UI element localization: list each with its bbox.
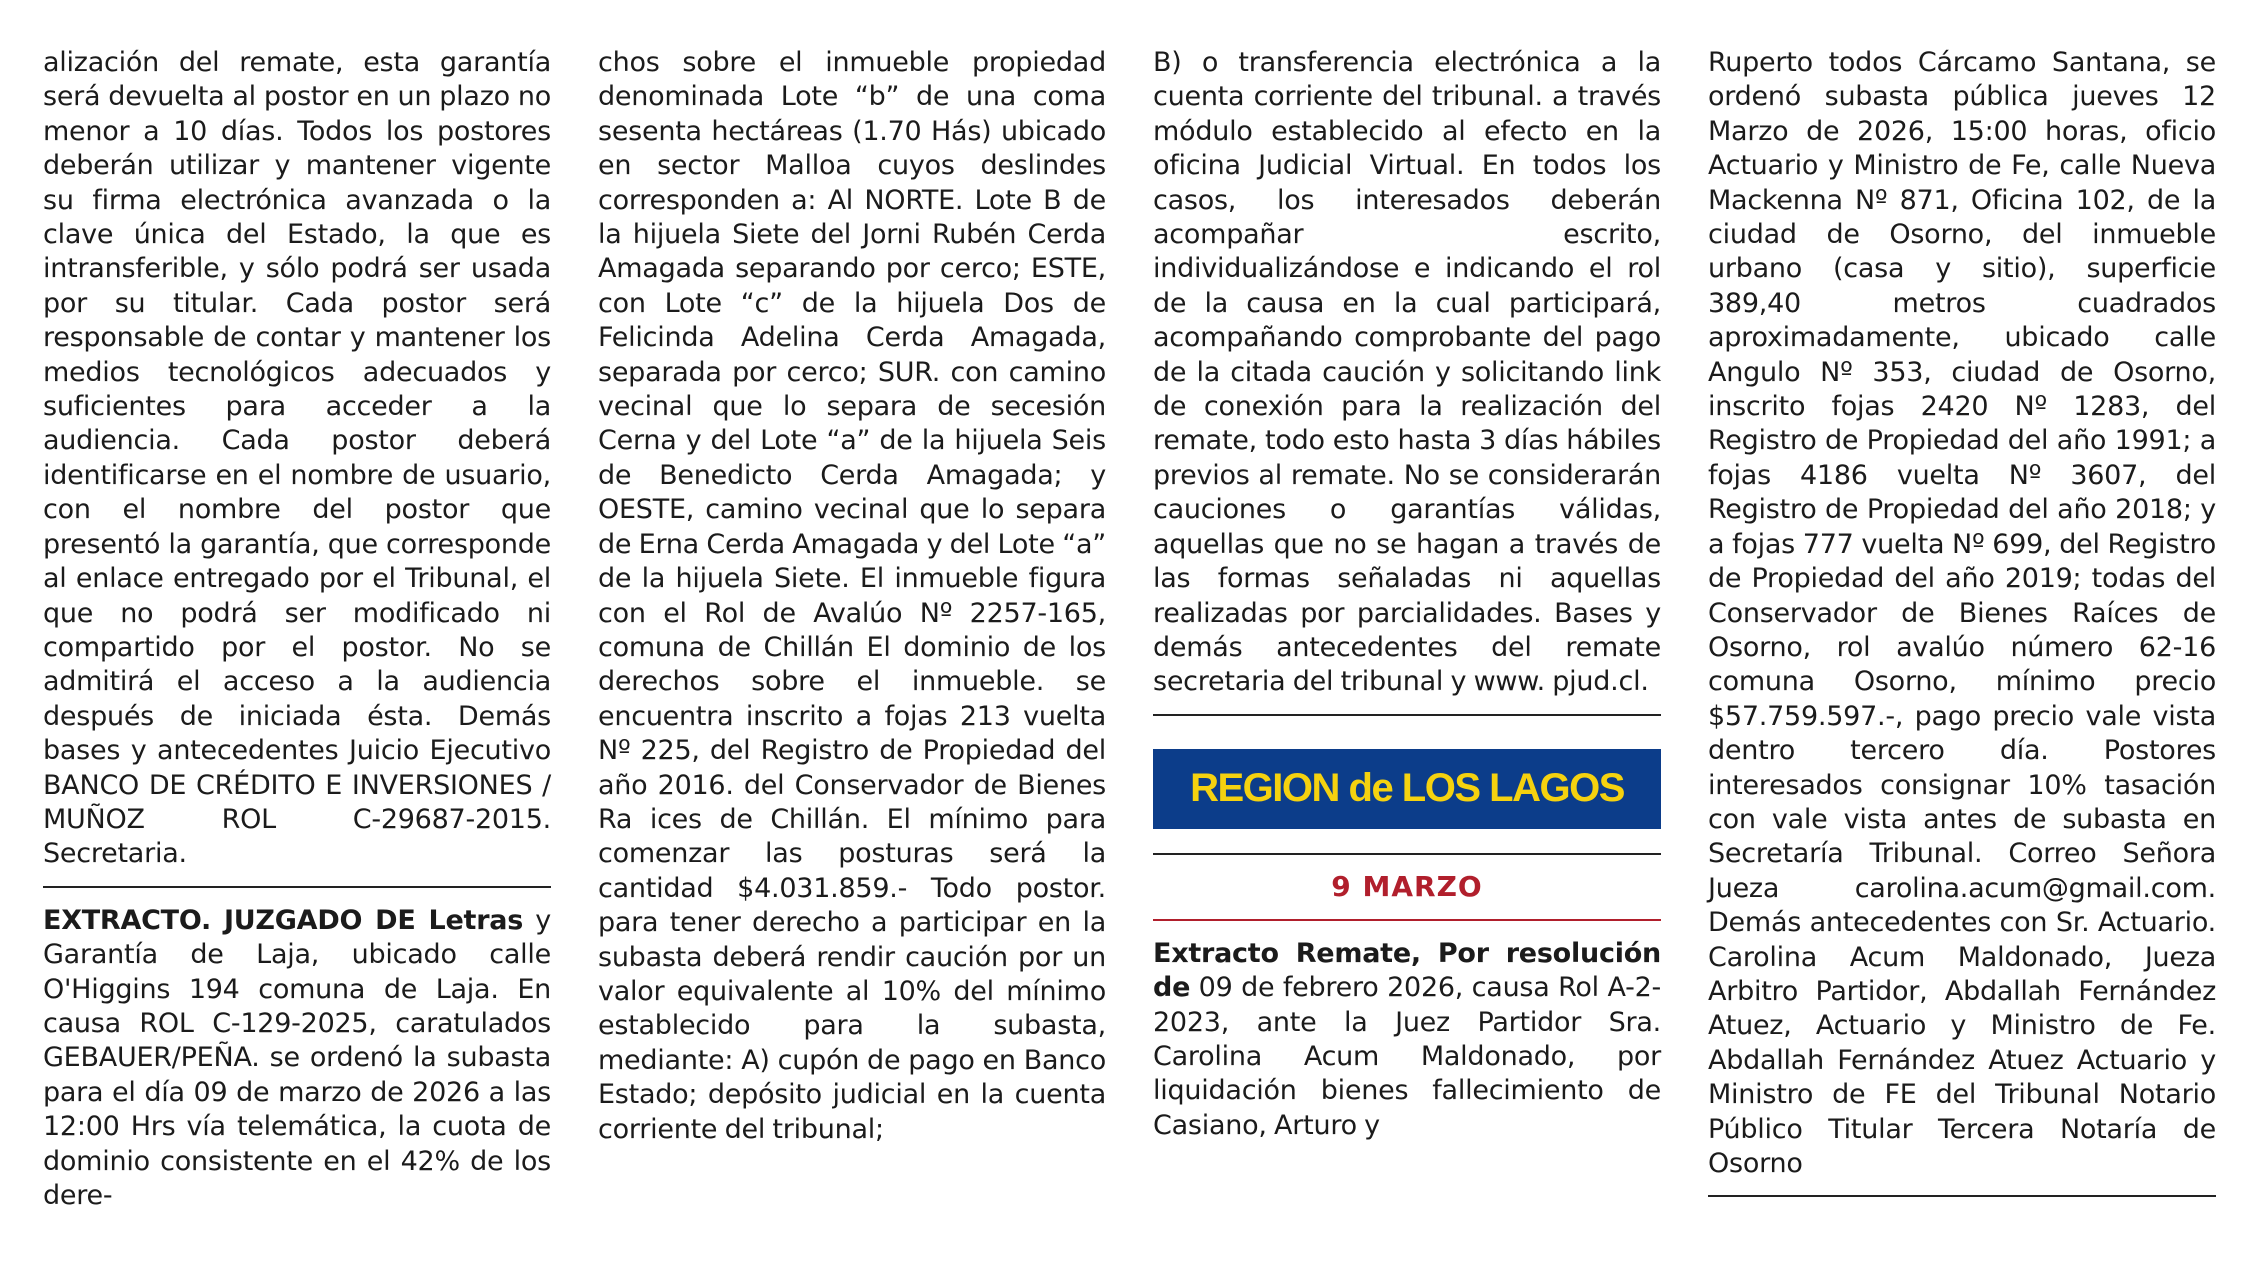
notice-lead-heading: EXTRACTO. JUZGADO DE Letras <box>43 904 524 936</box>
column-1 <box>43 46 551 1213</box>
date-underline <box>1153 919 1661 921</box>
notice-body-text: y Garantía de Laja, ubicado calle O'Higgins 194 comuna de Laja. En causa ROL C-129-2025, caratulados GEBAUER/PEÑA. se ordenó la subasta para el día 09 de marzo de 2026 a las 12:00 Hrs vía telemática, la cuota de dominio consistente en el 42% de los dere- <box>43 904 551 1211</box>
notice-laja-extract <box>43 904 551 1214</box>
divider <box>1708 1195 2216 1197</box>
notice-body-text: 09 de febrero 2026, causa Rol A-2-2023, ante la Juez Partidor Sra. Carolina Acum Maldonado, por liquidación bienes fallecimiento de Casiano, Arturo y <box>1153 972 1661 1141</box>
section-date-heading: 9 MARZO <box>1331 869 1483 903</box>
region-banner <box>1153 749 1661 829</box>
divider <box>1153 714 1661 716</box>
notice-osorno-continuation: Ruperto todos Cárcamo Santana, se ordenó subasta pública jueves 12 Marzo de 2026, 15:00 horas, oficio Actuario y Ministro de Fe, calle Nueva Mackenna Nº 871, Oficina 102, de la ciudad de Osorno, del inmueble urbano (casa y sitio), superficie 389,40 metros cuadrados aproximadamente, ubicado calle Angulo Nº 353, ciudad de Osorno, inscrito fojas 2420 Nº 1283, del Registro de Propiedad del año 1991; a fojas 4186 vuelta Nº 3607, del Registro de Propiedad del año 2018; y a fojas 777 vuelta Nº 699, del Registro de Propiedad del año 2019; todas del Conservador de Bienes Raíces de Osorno, rol avalúo número 62-16 comuna Osorno, mínimo precio $57.759.597.-, pago precio vale vista dentro tercero día. Postores interesados consignar 10% tasación con vale vista antes de subasta en Secretaría Tribunal. Correo Señora Jueza carolina.acum@gmail.com. Demás antecedentes con Sr. Actuario. Carolina Acum Maldonado, Jueza Arbitro Partidor, Abdallah Fernández Atuez, Actuario y Ministro de Fe. Abdallah Fernández Atuez Actuario y Ministro de FE del Tribunal Notario Público Titular Tercera Notaría de Osorno <box>1708 47 2216 1179</box>
column-2 <box>598 46 1106 1147</box>
notice-lead-heading: Extracto Remate, Por resolución de <box>1153 937 1661 1004</box>
region-banner-title: REGION de LOS LAGOS <box>1190 766 1624 811</box>
notice-osorno-extract <box>1153 937 1661 1143</box>
column-4 <box>1708 46 2216 1197</box>
divider <box>43 886 551 888</box>
notice-continuation-text: alización del remate, esta garantía será devuelta al postor en un plazo no menor a 10 días. Todos los postores deberán utilizar y mantener vigente su firma electrónica avanzada o la clave única del Estado, la que es intransferible, y sólo podrá ser usada por su titular. Cada postor será responsable de contar y mantener los medios tecnológicos adecuados y suficientes para acceder a la audiencia. Cada postor deberá identificarse en el nombre de usuario, con el nombre del postor que presentó la garantía, que corresponde al enlace entregado por el Tribunal, el que no podrá ser modificado ni compartido por el postor. No se admitirá el acceso a la audiencia después de iniciada ésta. Demás bases y antecedentes Juicio Ejecutivo BANCO DE CRÉDITO E INVERSIONES / MUÑOZ ROL C-29687-2015. Secretaria. <box>43 47 551 870</box>
notice-property-description: chos sobre el inmueble propiedad denominada Lote “b” de una coma sesenta hectáreas (1.70 Hás) ubicado en sector Malloa cuyos deslindes corresponden a: Al NORTE. Lote B de la hijuela Siete del Jorni Rubén Cerda Amagada separando por cerco; ESTE, con Lote “c” de la hijuela Dos de Felicinda Adelina Cerda Amagada, separada por cerco; SUR. con camino vecinal que lo separa de secesión Cerna y del Lote “a” de la hijuela Seis de Benedicto Cerda Amagada; y OESTE, camino vecinal que lo separa de Erna Cerda Amagada y del Lote “a” de la hijuela Siete. El inmueble figura con el Rol de Avalúo Nº 2257-165, comuna de Chillán El dominio de los derechos sobre el inmueble. se encuentra inscrito a fojas 213 vuelta Nº 225, del Registro de Propiedad del año 2016. del Conservador de Bienes Ra ices de Chillán. El mínimo para comenzar las posturas será la cantidad $4.031.859.- Todo postor. para tener derecho a participar en la subasta deberá rendir caución por un valor equivalente al 10% del mínimo establecido para la subasta, mediante: A) cupón de pago en Banco Estado; depósito judicial en la cuenta corriente del tribunal; <box>598 47 1106 1145</box>
notice-payment-instructions: B) o transferencia electrónica a la cuenta corriente del tribunal. a través módulo establecido al efecto en la oficina Judicial Virtual. En todos los casos, los interesados deberán acompañar escrito, individualizándose e indicando el rol de la causa en la cual participará, acompañando comprobante del pago de la citada caución y solicitando link de conexión para la realización del remate, todo esto hasta 3 días hábiles previos al remate. No se considerarán cauciones o garantías válidas, aquellas que no se hagan a través de las formas señaladas ni aquellas realizadas por parcialidades. Bases y demás antecedentes del remate secretaria del tribunal y www. pjud.cl. <box>1153 47 1661 698</box>
column-3 <box>1153 46 1661 1143</box>
